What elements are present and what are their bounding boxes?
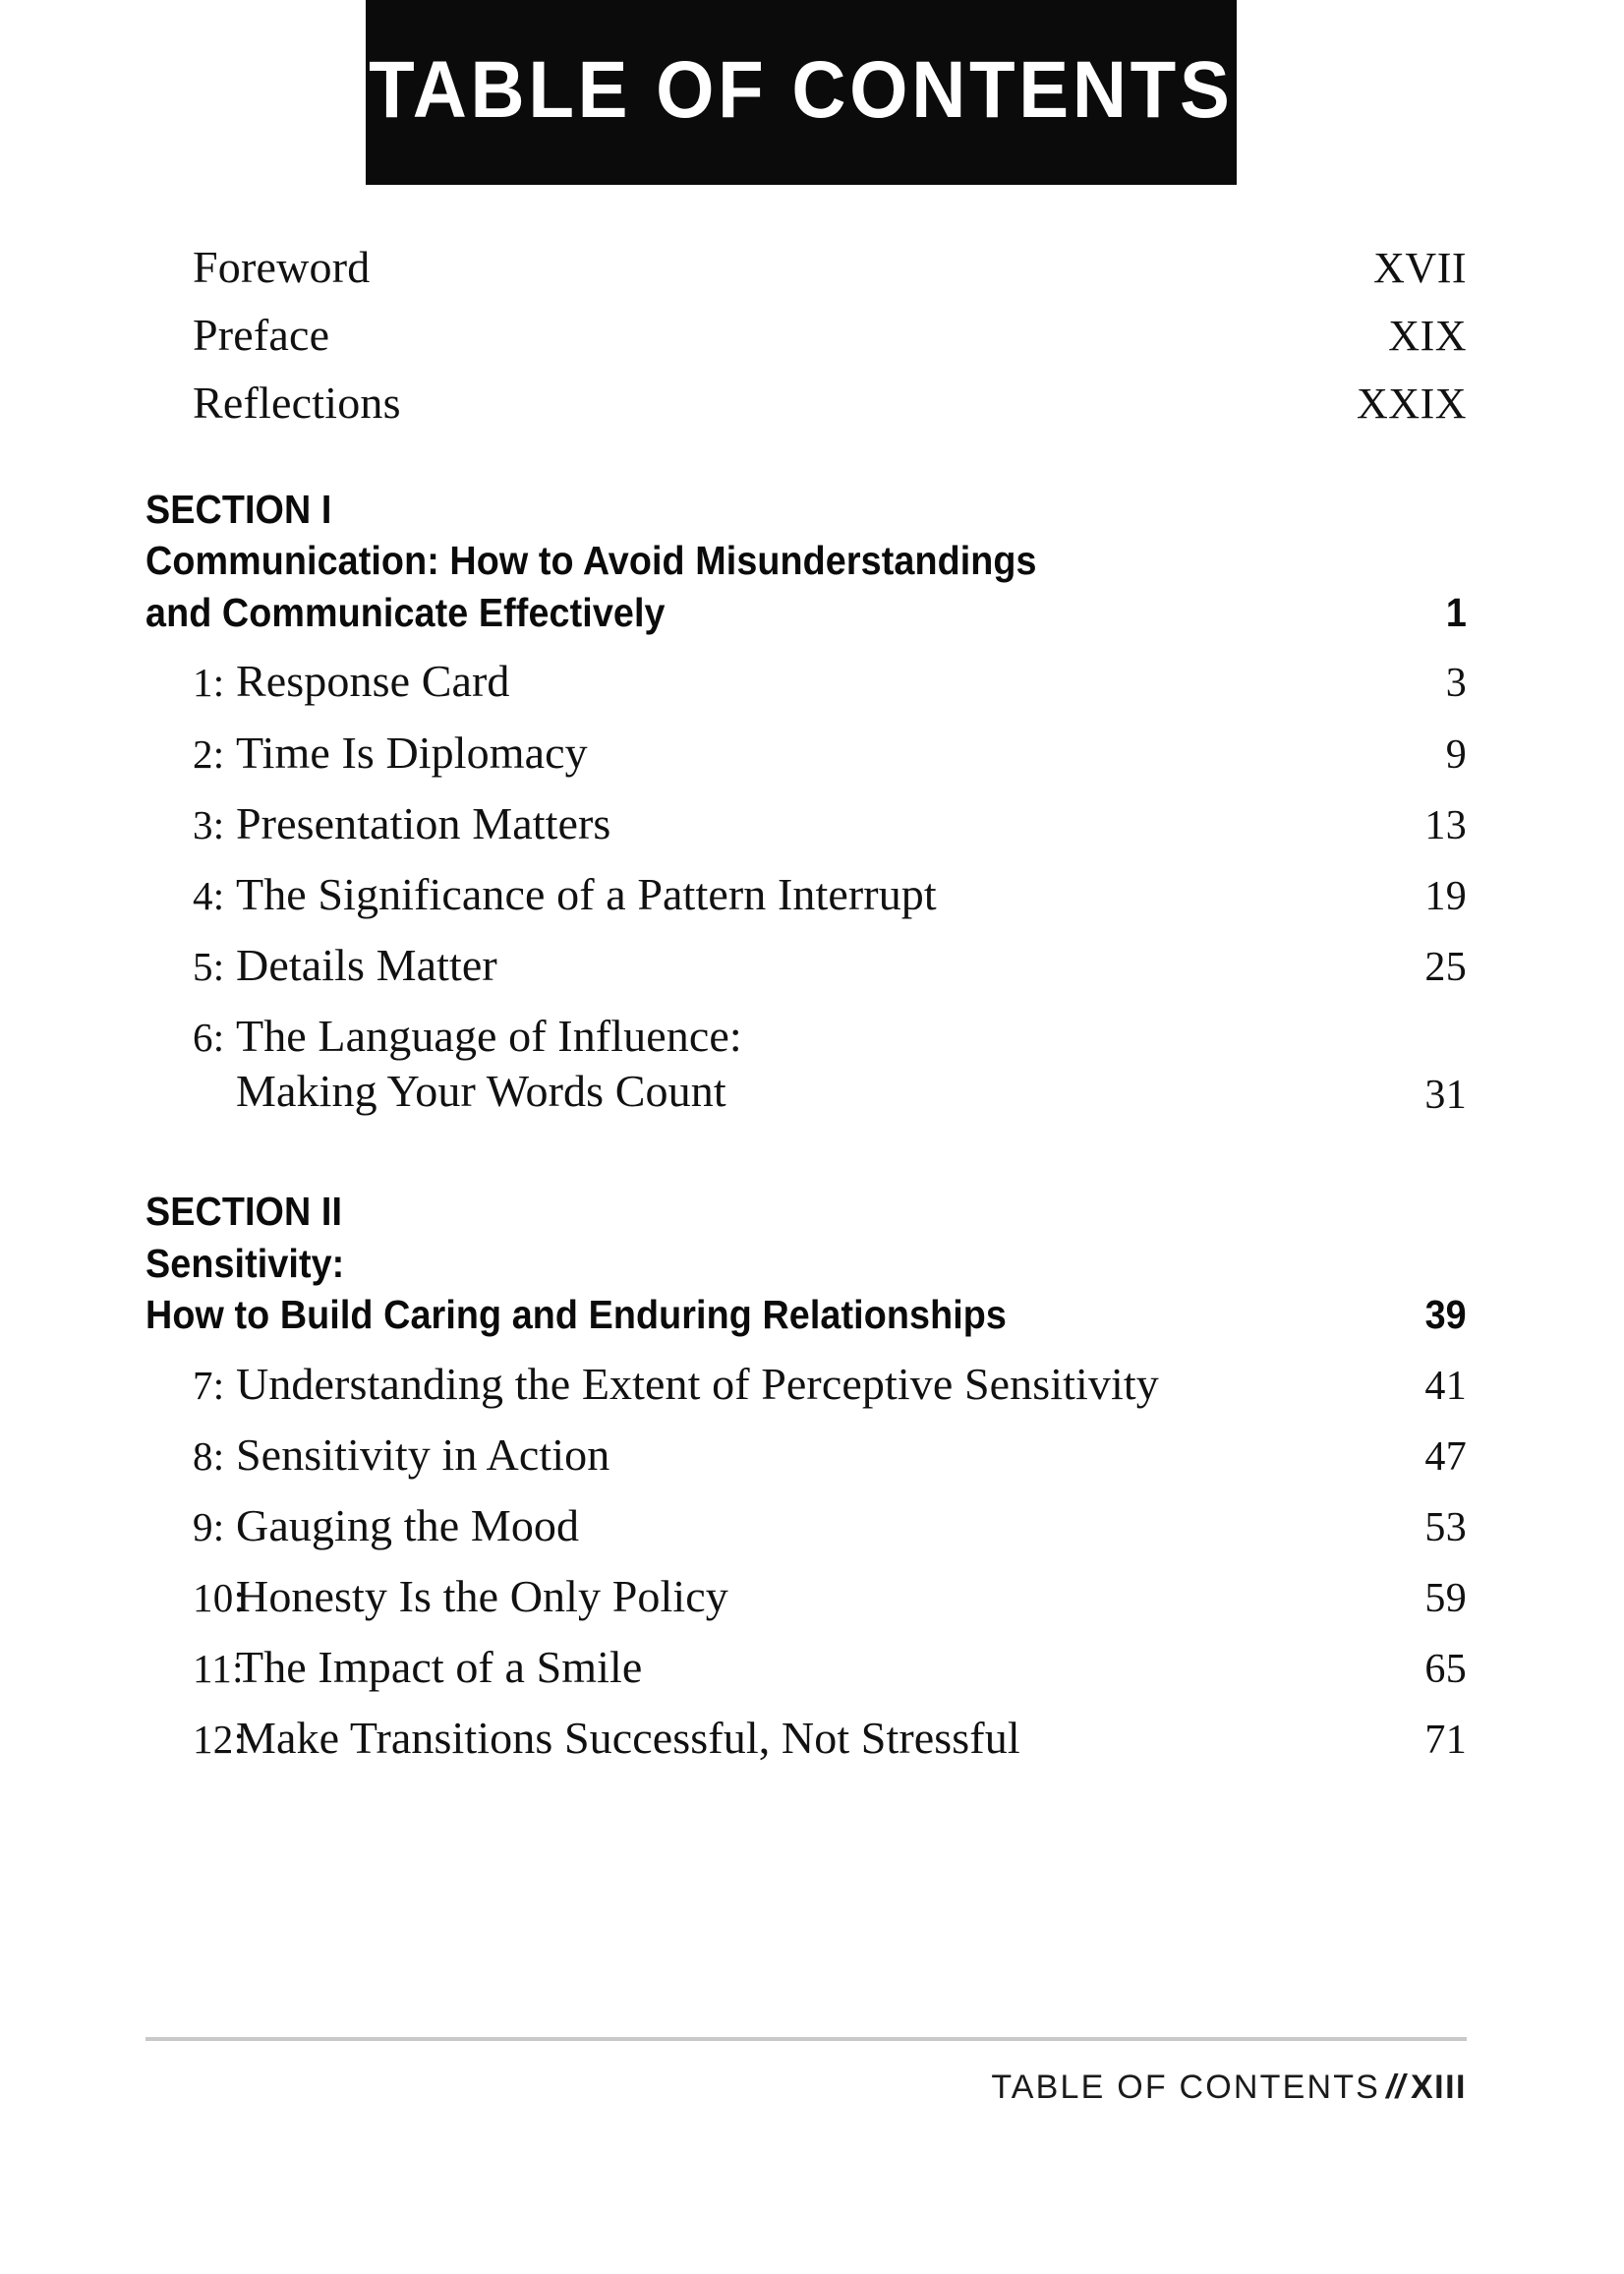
- front-matter-page: XVII: [1373, 244, 1467, 292]
- chapter-number: 2:: [193, 730, 225, 777]
- chapter-number: 4:: [193, 872, 225, 918]
- chapter-title-line-1: The Language of Influence:: [236, 1010, 742, 1061]
- chapter-row[interactable]: [145, 938, 1467, 993]
- chapter-number: 9:: [193, 1503, 225, 1549]
- chapter-page-number: 3: [1445, 661, 1467, 707]
- section-kicker: SECTION II: [145, 1189, 343, 1235]
- chapter-title: Sensitivity in Action: [236, 1429, 610, 1480]
- front-matter-page: XXIX: [1357, 379, 1467, 428]
- chapter-page-number: 19: [1424, 873, 1467, 919]
- front-matter-label: Foreword: [193, 242, 371, 292]
- section-title-line-2: How to Build Caring and Enduring Relationships: [145, 1292, 1007, 1338]
- chapter-number: 5:: [193, 943, 225, 989]
- chapter-title: Understanding the Extent of Perceptive Sensitivity: [236, 1358, 1159, 1409]
- chapter-title: The Impact of a Smile: [236, 1642, 643, 1693]
- section-kicker: SECTION I: [145, 487, 332, 532]
- footer-divider: [145, 2037, 1467, 2041]
- chapter-number: 10:: [193, 1574, 246, 1620]
- front-matter-page: XIX: [1388, 312, 1467, 360]
- front-matter-label: Reflections: [193, 378, 401, 428]
- section-block-1: [145, 484, 1467, 1119]
- chapter-title: Details Matter: [236, 939, 497, 990]
- chapter-title: Presentation Matters: [236, 797, 611, 848]
- chapter-title-line-2: Making Your Words Count: [236, 1066, 726, 1117]
- front-matter-row[interactable]: [145, 310, 1467, 361]
- section-title-line-2: and Communicate Effectively: [145, 589, 666, 635]
- section-title-line-1: Sensitivity:: [145, 1240, 345, 1286]
- chapter-title: The Significance of a Pattern Interrupt: [236, 868, 937, 919]
- page-title-block: [366, 0, 1237, 185]
- chapter-title: Time Is Diplomacy: [236, 727, 588, 778]
- front-matter-row[interactable]: [145, 378, 1467, 429]
- chapter-row[interactable]: [145, 654, 1467, 709]
- chapter-list-2: [145, 1357, 1467, 1767]
- chapter-page-number: 9: [1445, 731, 1467, 778]
- chapter-row[interactable]: [145, 1711, 1467, 1766]
- chapter-row[interactable]: [145, 796, 1467, 851]
- chapter-row[interactable]: [145, 1498, 1467, 1553]
- section-block-2: [145, 1186, 1467, 1766]
- chapter-row[interactable]: [145, 867, 1467, 922]
- chapter-number: 12:: [193, 1717, 246, 1763]
- chapter-row[interactable]: [145, 1357, 1467, 1412]
- front-matter-row[interactable]: [145, 242, 1467, 293]
- chapter-number: 1:: [193, 660, 225, 706]
- section-title-row[interactable]: [145, 1289, 1467, 1340]
- chapter-number: 8:: [193, 1432, 225, 1479]
- chapter-row[interactable]: [145, 1569, 1467, 1624]
- page-title: TABLE OF CONTENTS: [369, 45, 1234, 135]
- chapter-page-number: 59: [1424, 1575, 1467, 1621]
- chapter-number: 3:: [193, 801, 225, 847]
- chapter-page-number: 65: [1424, 1647, 1467, 1693]
- footer: [145, 2069, 1467, 2107]
- chapter-title: Response Card: [236, 656, 510, 707]
- chapter-page-number: 53: [1424, 1504, 1467, 1550]
- chapter-title: Honesty Is the Only Policy: [236, 1570, 728, 1621]
- chapter-page-number: 41: [1424, 1363, 1467, 1409]
- footer-page-number: XIII: [1410, 2069, 1467, 2106]
- chapter-title: Gauging the Mood: [236, 1499, 580, 1550]
- chapter-number: 7:: [193, 1362, 225, 1408]
- chapter-list-1: [145, 654, 1467, 1119]
- chapter-row[interactable]: [145, 1428, 1467, 1483]
- chapter-page-number: 25: [1424, 944, 1467, 990]
- chapter-page-number: 31: [1424, 1073, 1467, 1119]
- chapter-page-number: 13: [1424, 802, 1467, 848]
- toc-content: [145, 242, 1467, 1781]
- chapter-number: 11:: [193, 1646, 244, 1692]
- chapter-number: 6:: [193, 1014, 225, 1060]
- chapter-title: Make Transitions Successful, Not Stressful: [236, 1713, 1020, 1764]
- footer-separator: //: [1386, 2069, 1405, 2106]
- footer-running-head: TABLE OF CONTENTS: [991, 2069, 1381, 2106]
- section-title-line-1: Communication: How to Avoid Misunderstandings: [145, 538, 1037, 584]
- chapter-page-number: 71: [1424, 1718, 1467, 1764]
- chapter-row[interactable]: [145, 1640, 1467, 1695]
- chapter-title: [234, 1009, 1380, 1119]
- chapter-row[interactable]: [145, 1009, 1467, 1119]
- chapter-page-number: 47: [1424, 1433, 1467, 1480]
- section-page-number: 39: [1425, 1292, 1467, 1338]
- front-matter-label: Preface: [193, 310, 330, 360]
- front-matter-list: [145, 242, 1467, 429]
- section-page-number: 1: [1446, 589, 1467, 635]
- section-title-row[interactable]: [145, 587, 1467, 638]
- chapter-row[interactable]: [145, 726, 1467, 781]
